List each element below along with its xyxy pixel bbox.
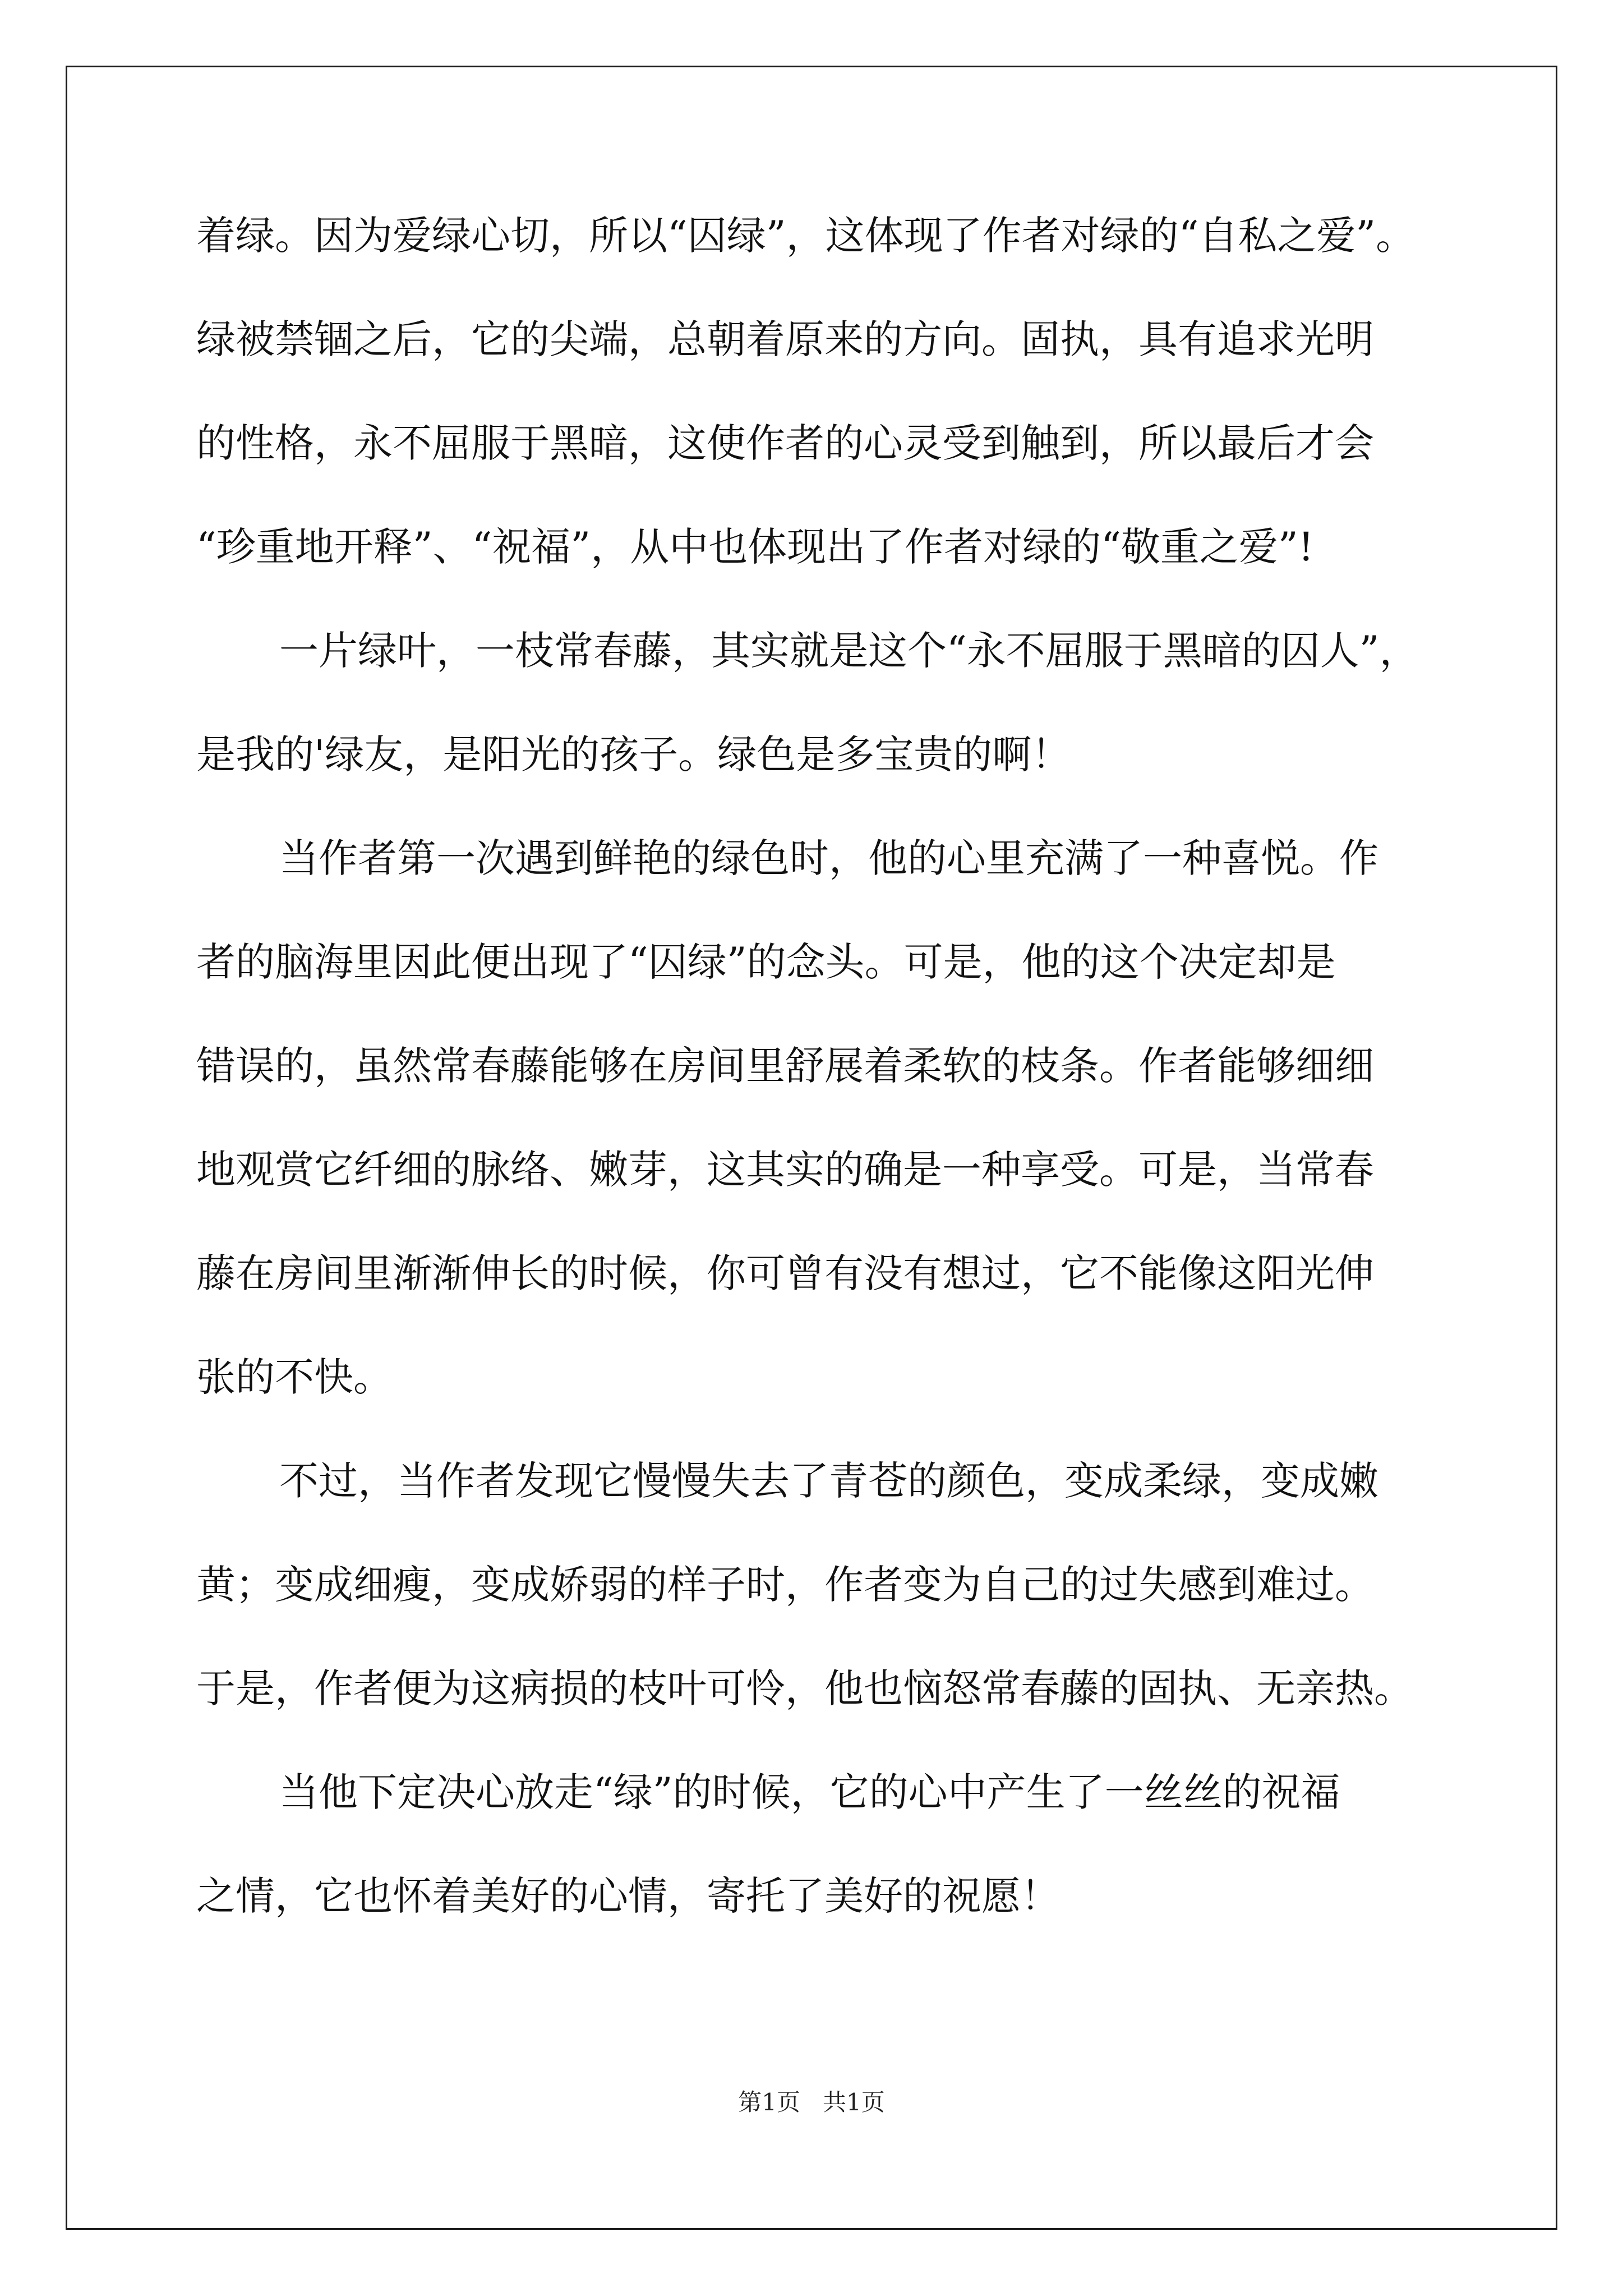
text-line: 地观赏它纤细的脉络、嫩芽，这其实的确是一种享受。可是，当常春 — [196, 1147, 1374, 1193]
text-line: “珍重地开释”、“祝福”，从中也体现出了作者对绿的“敬重之爱”! — [196, 524, 1314, 570]
text-line: 藤在房间里渐渐伸长的时候，你可曾有没有想过，它不能像这阳光伸 — [196, 1250, 1374, 1296]
page-number-footer: 第1页 共1页 — [738, 2088, 885, 2116]
text-line: 黄；变成细瘦，变成娇弱的样子时，作者变为自己的过失感到难过。 — [196, 1562, 1374, 1608]
text-line: 者的脑海里因此便出现了“囚绿”的念头。可是，他的这个决定却是 — [196, 939, 1336, 985]
text-line: 是我的'绿友，是阳光的孩子。绿色是多宝贵的啊！ — [196, 731, 1071, 777]
text-line: 于是，作者便为这病损的枝叶可怜，他也恼怒常春藤的固执、无亲热。 — [196, 1665, 1413, 1711]
text-line: 绿被禁锢之后，它的尖端，总朝着原来的方向。固执，具有追求光明 — [196, 316, 1374, 362]
paragraph-first-line: 当作者第一次遇到鲜艳的绿色时，他的心里充满了一种喜悦。作 — [279, 835, 1378, 881]
text-line: 错误的，虽然常春藤能够在房间里舒展着柔软的枝条。作者能够细细 — [196, 1043, 1374, 1089]
paragraph-first-line: 一片绿叶，一枝常春藤，其实就是这个“永不屈服于黑暗的囚人”， — [279, 628, 1419, 674]
text-line: 张的不快。 — [196, 1354, 393, 1400]
text-line: 之情，它也怀着美好的心情，寄托了美好的祝愿！ — [196, 1873, 1060, 1919]
paragraph-first-line: 不过，当作者发现它慢慢失去了青苍的颜色，变成柔绿，变成嫩 — [279, 1458, 1378, 1504]
text-line: 着绿。因为爱绿心切，所以“囚绿”，这体现了作者对绿的“自私之爱”。 — [196, 213, 1415, 259]
paragraph-first-line: 当他下定决心放走“绿”的时候，它的心中产生了一丝丝的祝福 — [279, 1769, 1340, 1815]
text-line: 的性格，永不屈服于黑暗，这使作者的心灵受到触到，所以最后才会 — [196, 420, 1374, 466]
document-body — [196, 205, 1486, 1969]
